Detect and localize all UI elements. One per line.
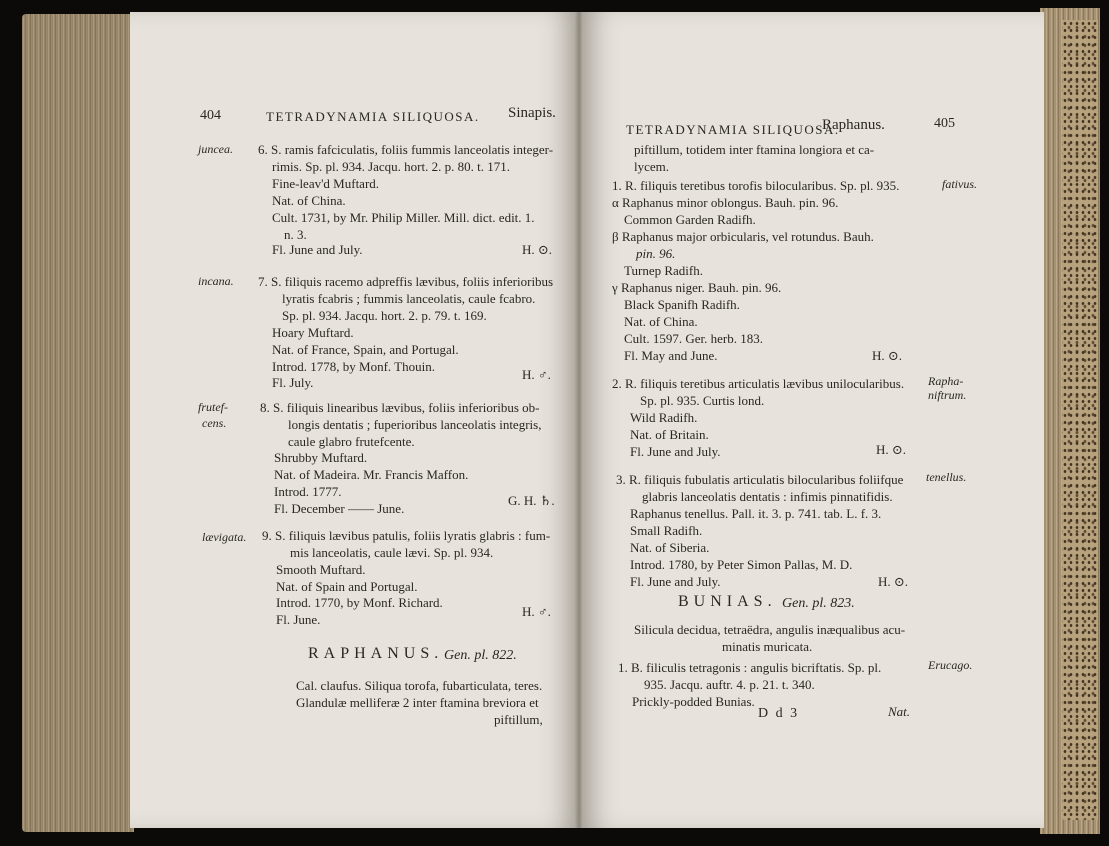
flowering-line: Fl. December —— June. <box>274 501 405 516</box>
common-name: Common Garden Radifh. <box>624 212 756 227</box>
native-line: Nat. of China. <box>272 193 346 208</box>
species-line: 1. R. filiquis teretibus torofis bilocularibus. Sp. pl. 935. <box>612 178 900 193</box>
native-line: Nat. of France, Spain, and Portugal. <box>272 342 459 357</box>
running-genus: Sinapis. <box>508 105 556 121</box>
left-page <box>130 12 577 828</box>
species-line: 1. B. filiculis tetragonis : angulis bicriftatis. Sp. pl. <box>618 660 882 675</box>
flowering-line: Fl. July. <box>272 375 314 390</box>
flowering-line: Fl. May and June. <box>624 348 718 363</box>
margin-species-name: frutef- <box>198 400 228 414</box>
native-line: Nat. of Siberia. <box>630 540 710 555</box>
margin-species-name: juncea. <box>198 142 233 156</box>
habit-symbol: H. ⊙. <box>872 348 903 363</box>
margin-species-name-cont: niftrum. <box>928 388 967 402</box>
continued-text: piftillum, totidem inter ftamina longiora et ca- <box>634 142 875 157</box>
variety-line-cont: pin. 96. <box>636 246 676 261</box>
signature-mark: D d 3 <box>758 706 800 721</box>
variety-line: α Raphanus minor oblongus. Bauh. pin. 96. <box>612 195 839 210</box>
flowering-line: Fl. June and July. <box>630 444 721 459</box>
flowering-line: Fl. June and July. <box>272 242 363 257</box>
genus-description: piftillum, <box>494 712 543 727</box>
species-line: 7. S. filiquis racemo adpreffis lævibus, foliis inferioribus <box>258 274 554 289</box>
catchword: Nat. <box>888 704 911 719</box>
cult-line-cont: n. 3. <box>284 227 307 242</box>
speckled-fore-edge <box>1062 20 1098 820</box>
common-name: Turnep Radifh. <box>624 263 703 278</box>
margin-species-name: incana. <box>198 274 234 288</box>
genus-description: Glandulæ melliferæ 2 inter ftamina breviora et <box>296 695 539 710</box>
common-name: Shrubby Muftard. <box>274 450 368 465</box>
running-head: TETRADYNAMIA SILIQUOSA. <box>266 109 480 124</box>
native-line: Nat. of Britain. <box>630 427 709 442</box>
margin-species-name: lævigata. <box>202 530 247 544</box>
species-line: longis dentatis ; fuperioribus lanceolatis integris, <box>288 417 542 432</box>
margin-species-name: Rapha- <box>928 374 964 388</box>
habit-symbol: H. ♂. <box>522 367 551 382</box>
genus-description: Silicula decidua, tetraëdra, angulis inæqualibus acu- <box>634 622 906 637</box>
common-name: Wild Radifh. <box>630 410 698 425</box>
section-reference: Gen. pl. 823. <box>782 596 855 611</box>
margin-species-name: Erucago. <box>928 658 973 672</box>
genus-description: minatis muricata. <box>722 639 813 654</box>
continued-text: lycem. <box>634 159 670 174</box>
intro-line: Introd. 1777. <box>274 484 342 499</box>
genus-description: Cal. claufus. Siliqua torofa, fubarticulata, teres. <box>296 678 543 693</box>
running-genus: Raphanus. <box>822 117 885 133</box>
species-line: caule glabro frutefcente. <box>288 434 415 449</box>
flowering-line: Fl. June and July. <box>630 574 721 589</box>
native-line: Nat. of Madeira. Mr. Francis Maffon. <box>274 467 469 482</box>
left-page-edges <box>22 14 134 832</box>
species-line: lyratis fcabris ; fummis lanceolatis, caule fcabro. <box>282 291 536 306</box>
margin-species-name-cont: cens. <box>202 416 227 430</box>
common-name: Prickly-podded Bunias. <box>632 694 755 709</box>
common-name: Small Radifh. <box>630 523 703 538</box>
species-line: mis lanceolatis, caule lævi. Sp. pl. 934. <box>290 545 494 560</box>
common-name: Black Spanifh Radifh. <box>624 297 740 312</box>
species-line: 3. R. filiquis fubulatis articulatis bilocularibus foliifque <box>616 472 904 487</box>
species-line: rimis. Sp. pl. 934. Jacqu. hort. 2. p. 80. t. 171. <box>272 159 510 174</box>
intro-line: Introd. 1780, by Peter Simon Pallas, M. D. <box>630 557 853 572</box>
habit-symbol: H. ♂. <box>522 604 551 619</box>
page-number: 405 <box>934 116 955 131</box>
species-line: glabris lanceolatis dentatis : infimis pinnatifidis. <box>642 489 893 504</box>
variety-line: γ Raphanus niger. Bauh. pin. 96. <box>612 280 782 295</box>
running-head: TETRADYNAMIA SILIQUOSA. <box>626 122 840 137</box>
species-line: 8. S. filiquis linearibus lævibus, foliis inferioribus ob- <box>260 400 540 415</box>
cult-line: Cult. 1731, by Mr. Philip Miller. Mill. dict. edit. 1. <box>272 210 535 225</box>
common-name: Smooth Muftard. <box>276 562 366 577</box>
page-number: 404 <box>200 108 221 123</box>
species-line: 6. S. ramis fafciculatis, foliis fummis lanceolatis integer- <box>258 142 554 157</box>
habit-symbol: G. H. ♄. <box>508 493 555 508</box>
margin-species-name: fativus. <box>942 177 977 191</box>
margin-species-name: tenellus. <box>926 470 967 484</box>
common-name: Fine-leav'd Muftard. <box>272 176 380 191</box>
intro-line: Introd. 1770, by Monf. Richard. <box>276 595 443 610</box>
native-line: Nat. of China. <box>624 314 698 329</box>
section-title: RAPHANUS. <box>308 645 444 662</box>
habit-symbol: H. ⊙. <box>876 442 907 457</box>
common-name: Hoary Muftard. <box>272 325 354 340</box>
habit-symbol: H. ⊙. <box>878 574 909 589</box>
synonym-line: Raphanus tenellus. Pall. it. 3. p. 741. tab. L. f. 3. <box>630 506 882 521</box>
native-line: Nat. of Spain and Portugal. <box>276 579 418 594</box>
flowering-line: Fl. June. <box>276 612 321 627</box>
right-page <box>582 12 1044 828</box>
species-line: Sp. pl. 934. Jacqu. hort. 2. p. 79. t. 169. <box>282 308 487 323</box>
cult-line: Cult. 1597. Ger. herb. 183. <box>624 331 764 346</box>
species-line: 935. Jacqu. auftr. 4. p. 21. t. 340. <box>644 677 815 692</box>
section-title: BUNIAS. <box>678 593 777 610</box>
variety-line: β Raphanus major orbicularis, vel rotundus. Bauh. <box>612 229 874 244</box>
habit-symbol: H. ⊙. <box>522 242 553 257</box>
section-reference: Gen. pl. 822. <box>444 648 517 663</box>
species-line: 2. R. filiquis teretibus articulatis lævibus unilocularibus. <box>612 376 905 391</box>
species-line: Sp. pl. 935. Curtis lond. <box>640 393 765 408</box>
species-line: 9. S. filiquis lævibus patulis, foliis lyratis glabris : fum- <box>262 528 551 543</box>
intro-line: Introd. 1778, by Monf. Thouin. <box>272 359 435 374</box>
